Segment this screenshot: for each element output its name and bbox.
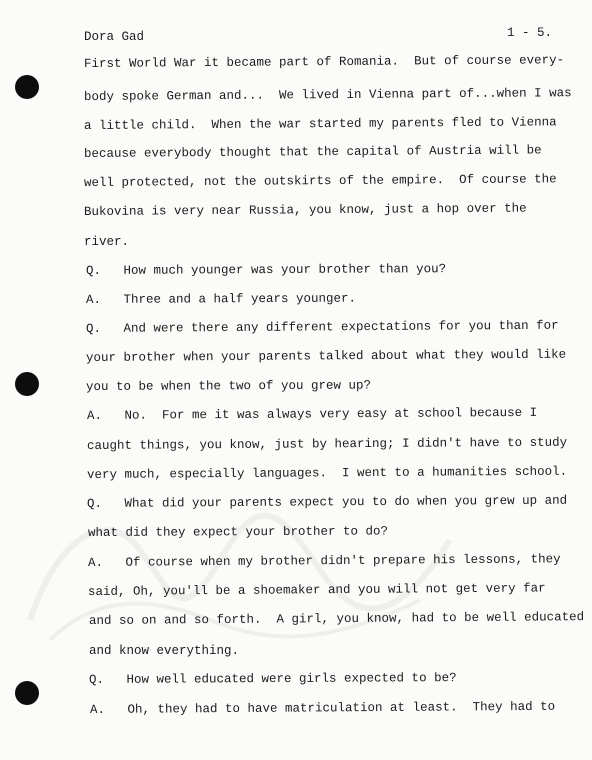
transcript-line: because everybody thought that the capital of Austria will be: [83, 143, 542, 161]
transcript-line: Bukovina is very near Russia, you know, just a hop over the: [83, 201, 527, 219]
transcript-line: very much, especially languages. I went to a humanities school.: [86, 464, 568, 482]
transcript-line: Q. And were there any different expectations for you than for: [85, 318, 559, 336]
transcript-line: river.: [84, 235, 130, 249]
transcript-line: A. Of course when my brother didn't prepare his lessons, they: [87, 552, 561, 570]
transcript-line: said, Oh, you'll be a shoemaker and you will not get very far: [87, 581, 546, 599]
transcript-line: Q. How well educated were girls expected to be?: [88, 671, 457, 687]
transcript-line: Q. How much younger was your brother than you?: [85, 262, 447, 278]
punch-hole: [15, 75, 39, 99]
transcript-line: A. Three and a half years younger.: [85, 291, 357, 307]
transcript-line: First World War it became part of Romania. But of course every-: [83, 53, 565, 71]
transcript-line: A. Oh, they had to have matriculation at least. They had to: [89, 699, 556, 717]
punch-hole: [15, 372, 39, 396]
transcript-line: well protected, not the outskirts of the empire. Of course the: [83, 172, 557, 190]
transcript-line: and so on and so forth. A girl, you know, had to be well educated: [88, 610, 585, 628]
transcript-line: caught things, you know, just by hearing; I didn't have to study: [86, 435, 568, 453]
transcript-line: Q. What did your parents expect you to do when you grew up and: [86, 493, 568, 511]
punch-hole: [15, 681, 39, 705]
transcript-line: body spoke German and... We lived in Vienna part of...when I was: [83, 86, 572, 104]
transcript-line: you to be when the two of you grew up?: [85, 378, 372, 394]
page-number: 1 - 5.: [507, 26, 553, 40]
transcript-line: A. No. For me it was always very easy at school because I: [86, 405, 538, 423]
transcript-line: what did they expect your brother to do?: [87, 524, 389, 540]
transcript-line: your brother when your parents talked about what they would like: [85, 347, 567, 365]
transcript-line: a little child. When the war started my parents fled to Vienna: [83, 115, 557, 133]
interviewee-name: Dora Gad: [84, 30, 145, 44]
transcript-line: and know everything.: [89, 644, 240, 658]
